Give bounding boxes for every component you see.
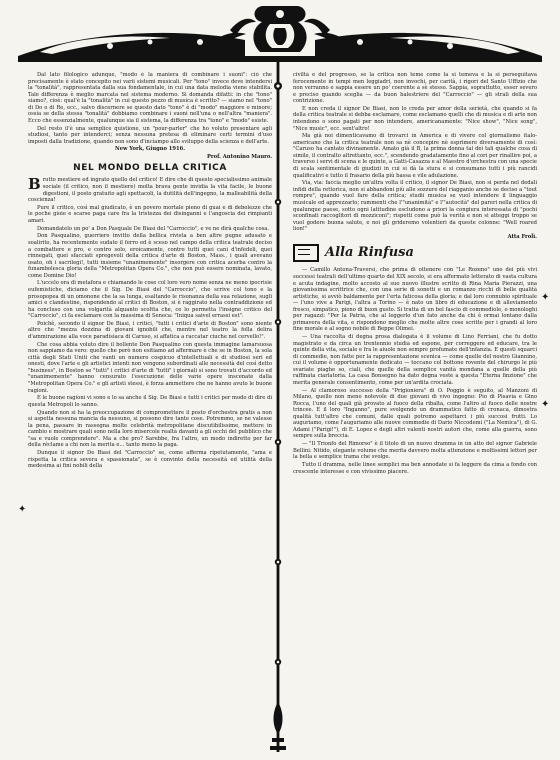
margin-mark-icon: ✦	[541, 292, 550, 303]
decorative-box-icon	[293, 244, 319, 262]
section-title: NEL MONDO DELLA CRITICA	[73, 163, 227, 174]
ornamental-vase-banner-icon	[0, 0, 560, 70]
article-paragraph: Don Pasqualino, guerriero invitto della bellica rivista a ben altre pugne adusato e soalirito, ha recentemente sudato il ferro ed è sceso nel campo della critica teatrale deciso a combattere e pro, e contro solo, eroicamente, contro tutti quei cani d'infedeli, quei rinnegati, quei sfacciati spregevoli della critica d'arte di Boston, Mass., i quali avevano osato, oh i sacrilegi!, tutti insieme "unanimemente" insorgere con critica acerba contro la funambolesca gloria della "Metropolitan Opera Co.", che non può essere nominata, lavato, come Domine Dio!	[28, 233, 272, 279]
drop-cap: B	[28, 175, 41, 194]
article-paragraph: Quando non si ha la preoccupazione di compromettere il posto d'orchestra gratis a non si aspetta nessuna mancia da nessuno, si possono dire tante cose. Potremmo, se ne valesse la pena, passare in rassegna molte celebrità metropolitane discutibilissime, mettere in cambio e mostrare quali sono nella loro misercole realtà davanti a gli occhi del pubblico che "sa e vuole comprendere". Ma a che pro? Sarebbe, fra l'altro, un modo indiretto per far della réclame a chi non la merita e... tanto meno la paga.	[28, 409, 272, 449]
article-paragraph: Domandatelo un po' a Don Pasquale De Biasi del "Carroccio", e ve ne dirà qualche cosa.	[37, 225, 270, 232]
author-signature: Prof. Antonino Mauro.	[207, 153, 272, 160]
article-paragraph: Ma già noi dimenticavamo di trovarci in America e di vivere col giornalismo italo-americano che la critica teatrale non sa nè concepire nè esprimere diversamente di così: "Caruso ha cantato divinamente. Amato già il B, la prima donna tal dei tali qualche cosa di simile, il contralto altrettanto, ecc.", scendendo gradatamente fino al cori per rinallire poi, a traverso i servi di scena e le quinte, a Gatti-Casazza e al Maestro d'orchestra con una specie di scala sentimentale di giudizii in cui si dà la stura e si consumano tutti i più rancidi qualificativi e tutto il frasario della più bassa e vile adulazione.	[293, 133, 537, 179]
left-column	[28, 72, 272, 742]
alla-rinfusa-header	[293, 244, 537, 262]
intro-paragraph: Dal lato filologico adunque, "modo è la maniera di combinare i suoni": ciò che precisamente è stato concepito nei varii sistemi musicali. Per "tono" invece deve intendersi la "tonalità", rappresentata dalla sua fondamentale, in cui una data melodia viene stabilita. Tale differenza è meglio marcata nel sistema moderno. Si domanda difatti: in che "tono" siamo?, cioè: qual'è la "tonalità" in cui questo pezzo di musica è scritto? — siamo nel "tono" di Do o di Re, ecc., salvo discernere se questo dato "tono" è di "modo" maggiore o minore; ossia se della stessa "tonalità" dobbiamo combinare i suoni nell'una o nell'altra "maniera". Ecco che essenzialmente, qualunque sia il sistema, la differenza tra "tono" e "modo" esiste.	[28, 72, 272, 124]
article-paragraph: E non creda il signor De Biasi, non lo creda per amor della serietà, che quando si fa della critica teatrale si debba esclamare, come esclamano quelli che di musica e di arte non intendono o sono pagati per non intendere, americanamente: "Nice show", "Nice song", "Nice music", ecc. sent'altro!	[293, 105, 537, 132]
article-paragraph: Che cosa abbia voluto dire il bollente Don Pasqualino con questa immagine lamarsuosa non sappiamo da vero: quello che però non esitiamo ad affermare è che se in Boston, la sola città degli Stati Uniti che vanti un numero cospicuo d'intellettuali e di studiosi seri ed onesti, dove l'arte e gli artistici intenti non vengono subordinati alle necessità del così detto "business", in Boston se "tutti" i critici d'arte di "tutti" i giornali si sono trovati d'accordo ed "unanimemente" hanno censurato l'esecuzione delle varie opere inscenate dalla "Metropolitan Opera Co." e gli artisti stessi, è forza ammettere che ne hanno avuto le buone ragioni.	[28, 341, 272, 394]
author-signature: Atta Frolì.	[507, 233, 537, 240]
margin-mark-icon: ✦	[541, 399, 550, 410]
article-paragraph: Dunque il signor De Biasi del "Carroccio" se, come afferma ripetutamente, "ama e rispetta la critica severa e spassionata", se è convinto della necessità ed utilità della medesima ai fini nobili della	[28, 450, 272, 470]
margin-mark-icon: ✦	[18, 504, 27, 515]
article-paragraph: Tutto il dramma, nelle linee semplici ma ben annodate si fa leggere da cima a fondo con crescente interesse e con vivissimo piacere.	[293, 462, 537, 475]
dateline: New York, Giugno 1916.	[114, 146, 186, 153]
article-paragraph: — Una raccolta di degna prosa dialogata è il volume di Lino Ferriani, che fu dotto magistrato e da circa un trentennio studia ed espone, per correggere ed educare, tra le quinte della vita, sociale e fra le aiuole non sempre profumate dell'infanzia. E questi squarci di commedie, non fatte per la rappresentazione scenica — come quelle del nostro Giannino, cui il volume è opportunamente dedicato — toccano col bottone rovente del chirurgo le più svariate piaghe so, ciali, che quelle della semplice vanità mondana a quelle della più raffinata ciarlatoria. La casa Bonsegno ha dato degna veste a questa "Eterna finzione" che merita generale consentimento, come per un'ardita crociata.	[293, 334, 537, 386]
article-paragraph: Poichè, secondo il signor De Biasi, i critici, "tutti i critici d'arte di Boston" sono niente altro che "mezza dozzina di giovani ignobili che, mentre nel teatro la folla delira d'ammirazione alla voce paradisiaca di Caruso, si affatica a raccatar ciuche nel cervello!".	[28, 320, 272, 340]
article-paragraph: — "Il Trionfo del Rimorso" è il titolo di un nuovo dramma in un atto del signor Gabriele Bellini. Nitido, elegante volume che merita davvero molta attenzione e moltissimi lettori per la bella e semplice trama che svolge.	[293, 441, 537, 461]
intro-paragraph: Del resto il'è una semplice quistione, un "pour-parler" che ho voluto presentare agli studiosi, tanto per intenderci; senza nessuna pretesa di eliminare certi termini d'uso imposti dalla tradizione, quando non sono d'incìampo allo sviluppo della scienza e dell'arte.	[28, 125, 272, 145]
right-column	[293, 72, 537, 742]
article-paragraph: Brutto mestiere ed ingrato quello del critico! E dire che di questo specialissimo animale sociale (il critico, non il mestiere) molta brava gente invidia la vita facile, le buone digestioni, il posto gratuito agli spettacoli, la dutilità dell'ingegno, la malleabilità della coscienza!	[28, 175, 272, 204]
article-paragraph: E le buone ragioni vi sono e lo sa anche il Sig. De Biasi e tutti i critici per modo di dire di questa Metropoli lo sanno.	[28, 395, 272, 408]
article-paragraph: L'uccelo ora di metafora e chiamando le cose col loro vero nome senza ne meno ipocrisie eufemistiche, diciamo che il Sig. De Biasi del "Carroccio", che scrive col tono e la prosopopea di un omonone che la sa lunga, esaltando le risonanza della sua relazione, sugli amici e clandestine, rispondendo al critici di Boston, si è raggirato nella contraddizione ed ha concluso con una volgarità alquanto scoltta che, ce lo permetta l'insigne critico del "Carroccio", ci fa esclamare con la massima di Seneca: "Iniqua saivel errassi est".	[28, 280, 272, 320]
section-title: Alla Rinfusa	[325, 245, 414, 261]
article-paragraph: — Camillo Antona-Traversi, che prima di ottenere con "Le Rozeno" uno dei più vivi successi teatrali dell'ultimo quarto del XIX secolo, si era affermato letterato di vasta cultura e acuta indagine, molto accosto al suo nuovo illustre scritto di Rina Maria Pierazzi, una giovanissima scrittrice che, con una serie di sonetti e un romanzo ricchi di belle qualità artistiche, si avviò baldamente per l'erta faticosa della gloria; e dal loro connubio spirituale — l'uno vive a Parigi, l'altra a Torino — è nato un libro di educazione e di alleviamento fresco, simpatico, pieno di buon gusto. Si tratta di un bel fascio di commediole, o monologhi per ragazzi: "Per la Patria, che al leggerlo d'un fato anche da chi è ormai lontano dalla primavera della vita, e rispondono meglio che molte altre cose scritte per i grandi al loro fine morale e al sogno nobile di Beppe Olimei.	[293, 267, 537, 333]
article-paragraph: civiltà e del progresso, se la critica non teme come la si temeva e la si perseguitava ferocemente in tempi men leggiadri, non invochi, per carità, i rigori del Santo Uffizio che non verranno e sappia essere un po' coerente a sè stesso. Sappia, soprattutto, esser severo e preciso quando sceglia — da buon balestriere del "Carroccio" — gli strali della sua contrizione.	[293, 72, 537, 105]
article-paragraph: — Al clamoroso successo della "Prigioniera" di O. Poggio è seguito, al Manzoni di Milano, quello non meno notevole di due giovani di vivo ingegno: Pio di Pisavia e Gino Rocca, l'uno del quali già provato al fuoco della ribalta, come l'altro al fuoco delle nostre trincee. E il loro "Inganno", pure svolgendo un drammatico fatto di cronaca, dimostra qualità tutt'altro che comuni, dalle quali potremo aspettarci i più succosi frutti. Lo auguriamo, come l'auguriamo alle nuove commedie di Dario Niccodemi ("La Nemica"), di G. Adami ("Parigi!"), di E. Lopez e degli altri valenti nostri autori che, come alla guerra, sono sempre sulla breccia.	[293, 387, 537, 440]
article-paragraph: Pure il critico, così mal giudicato, è un povero mortale pieno di guai e di debolezze che le poche gioie e scarse paga care fra la tristezza dei disinganni e l'angoscia dei rimpianti amari.	[28, 204, 272, 224]
ornamental-column-divider-icon	[270, 62, 286, 752]
article-paragraph: Via, via: faccia meglio un'altra volta il critico, il signor De Biasi, non si perda nel dedali infidi della rettorica, non si abbandoni più alle sozzure del riagganio anche se deciso a "tout rompre", quando vuol fare della critica; studii musica se vuol intendere il linguaggio musicale ed apprezzarlo; rammenti che l'"unanimità" e l'"autocità" del pareri nella critica di qualunque paese, sotto ogni latitudine escludono a priori la congiura interessata di "pochi sconfinati raccoglitori di mozziconi"; rispetti come può la verità e non si atteggi troppo se vuol godere buona salute, e noi gli grideremo volentieri da queste colonne: "Well roared lion!"	[293, 180, 537, 233]
